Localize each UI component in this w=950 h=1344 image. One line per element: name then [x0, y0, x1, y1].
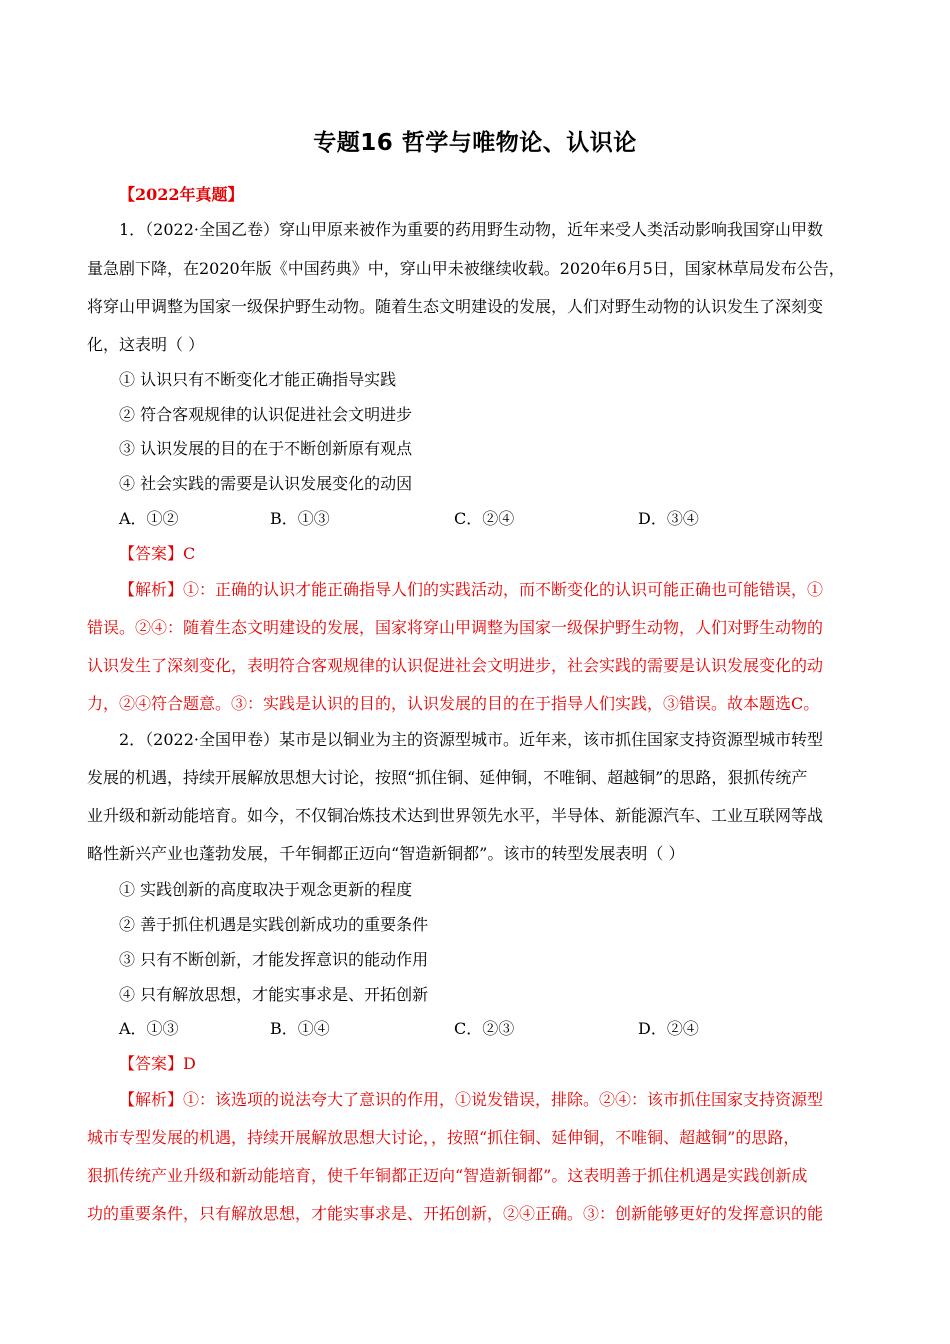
- q1-option-b: B．①③: [270, 509, 330, 528]
- q2-analysis-line: 城市专型发展的机遇，持续开展解放思想大讨论，，按照“抓住铜、延伸铜，不唯铜、超越铜”的思路，: [87, 1128, 800, 1147]
- q1-stem-line: 化，这表明（ ）: [87, 335, 205, 354]
- page-title: 专题16 哲学与唯物论、认识论: [313, 130, 637, 156]
- q1-option-d: D．③④: [638, 509, 699, 528]
- q2-option-d: D．②④: [638, 1019, 699, 1038]
- q2-statement: ② 善于抓住机遇是实践创新成功的重要条件: [119, 915, 429, 934]
- q2-option-a: A．①③: [119, 1019, 179, 1038]
- q2-analysis-line: 狠抓传统产业升级和新动能培育，使千年铜都正迈向“智造新铜都”。这表明善于抓住机遇是实践创新成: [87, 1166, 808, 1185]
- q1-statement: ① 认识只有不断变化才能正确指导实践: [119, 370, 397, 389]
- q1-option-c: C．②④: [454, 509, 515, 528]
- q1-analysis-line: 力，②④符合题意。③：实践是认识的目的，认识发展的目的在于指导人们实践，③错误。故本题选C。: [87, 694, 820, 713]
- q1-option-a: A．①②: [119, 509, 179, 528]
- q2-stem-line: 2．（2022·全国甲卷）某市是以铜业为主的资源型城市。近年来，该市抓住国家支持资源型城市转型: [119, 730, 823, 749]
- q1-analysis-line: 错误。②④：随着生态文明建设的发展，国家将穿山甲调整为国家一级保护野生动物，人们对野生动物的: [87, 618, 824, 637]
- section-heading: 【2022年真题】: [119, 185, 244, 204]
- q2-analysis-line: 【解析】①：该选项的说法夸大了意识的作用，①说发错误，排除。②④：该市抓住国家支持资源型: [119, 1090, 824, 1109]
- q1-stem-line: 量急剧下降，在2020年版《中国药典》中，穿山甲未被继续收载。2020年6月5日，国家林草局发布公告，: [87, 259, 845, 278]
- q1-analysis-line: 认识发生了深刻变化，表明符合客观规律的认识促进社会文明进步，社会实践的需要是认识发展变化的动: [87, 656, 824, 675]
- q2-statement: ③ 只有不断创新，才能发挥意识的能动作用: [119, 950, 429, 969]
- q2-option-c: C．②③: [454, 1019, 515, 1038]
- q2-answer: 【答案】D: [119, 1054, 196, 1073]
- q1-statement: ② 符合客观规律的认识促进社会文明进步: [119, 405, 413, 424]
- q2-stem-line: 发展的机遇，持续开展解放思想大讨论，按照“抓住铜、延伸铜，不唯铜、超越铜”的思路，狠抓传统产: [87, 768, 808, 787]
- q1-statement: ④ 社会实践的需要是认识发展变化的动因: [119, 474, 413, 493]
- q2-analysis-line: 功的重要条件，只有解放思想，才能实事求是、开拓创新，②④正确。③：创新能够更好的发挥意识的能: [87, 1204, 824, 1223]
- q2-stem-line: 业升级和新动能培育。如今，不仅铜冶炼技术达到世界领先水平，半导体、新能源汽车、工业互联网等战: [87, 806, 824, 825]
- q2-stem-line: 略性新兴产业也蓬勃发展，千年铜都正迈向“智造新铜都”。该市的转型发展表明（ ）: [87, 844, 685, 863]
- q2-statement: ① 实践创新的高度取决于观念更新的程度: [119, 880, 413, 899]
- q1-answer: 【答案】C: [119, 544, 196, 563]
- q2-statement: ④ 只有解放思想，才能实事求是、开拓创新: [119, 985, 429, 1004]
- q1-statement: ③ 认识发展的目的在于不断创新原有观点: [119, 439, 413, 458]
- q1-analysis-line: 【解析】①：正确的认识才能正确指导人们的实践活动，而不断变化的认识可能正确也可能错误，①: [119, 580, 824, 599]
- q1-stem-line: 将穿山甲调整为国家一级保护野生动物。随着生态文明建设的发展，人们对野生动物的认识发生了深刻变: [87, 297, 824, 316]
- q2-option-b: B．①④: [270, 1019, 330, 1038]
- q1-stem-line: 1．（2022·全国乙卷）穿山甲原来被作为重要的药用野生动物，近年来受人类活动影响我国穿山甲数: [119, 220, 823, 239]
